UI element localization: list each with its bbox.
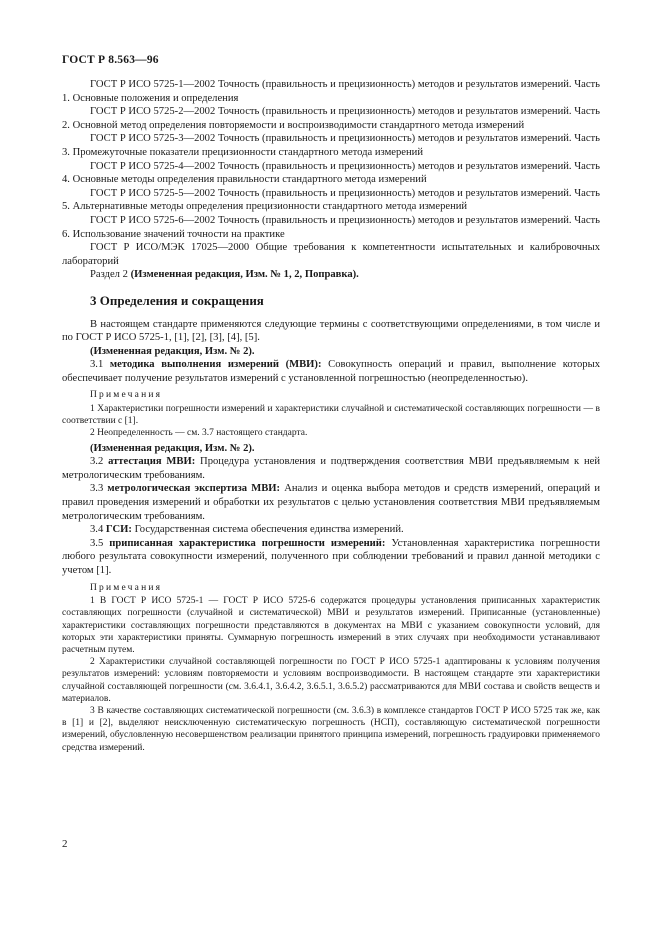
page-content — [62, 78, 600, 754]
note-item: 1 В ГОСТ Р ИСО 5725-1 — ГОСТ Р ИСО 5725-6 содержатся процедуры установления приписанных характеристик составляющих погрешности (случайной и систематической) МВИ и результатов измерений. Приписанные (установленные) характеристики составляющих погрешности представляются в документах на МВИ с указанием совокупности условий, для которых эти характеристики приняты. Суммарную погрешность измерений в этих случаях при необходимости устанавливают расчетным путем. — [62, 596, 600, 656]
amendment-text: (Измененная редакция, Изм. № 1, 2, Поправка). — [130, 269, 359, 281]
page-number: 2 — [62, 838, 68, 850]
definition-3-1 — [62, 358, 600, 385]
note-item: 2 Характеристики случайной составляющей погрешности по ГОСТ Р ИСО 5725-1 адаптированы к условиям получения результатов измерений: условиям повторяемости и условиям воспроизводимости. В настоящем стандарте эти характеристики случайной составляющей погрешности (см. 3.6.4.1, 3.6.4.2, 3.6.5.1, 3.6.5.2) рассматриваются для МВИ состава и свойств веществ и материалов. — [62, 657, 600, 704]
def-term: аттестация МВИ: — [108, 456, 196, 468]
notes-label: Примечания — [90, 390, 163, 401]
definition-3-2 — [62, 455, 600, 482]
definition-3-4 — [62, 523, 600, 537]
ref-item: ГОСТ Р ИСО 5725-2—2002 Точность (правильность и прецизионность) методов и результатов измерений. Часть 2. Основной метод определения повторяемости и воспроизводимости стандартного метода измерений — [62, 106, 600, 131]
notes-label: Примечания — [90, 582, 163, 593]
intro-paragraph: В настоящем стандарте применяются следующие термины с соответствующими определениями, в том числе и по ГОСТ Р ИСО 5725-1, [1], [2], [3], [4], [5]. — [62, 318, 600, 344]
def-term: приписанная характеристика погрешности измерений: — [109, 537, 386, 549]
ref-item: ГОСТ Р ИСО 5725-6—2002 Точность (правильность и прецизионность) методов и результатов измерений. Часть 6. Использование значений точности на практике — [62, 214, 600, 240]
amendment-note: (Измененная редакция, Изм. № 2). — [90, 345, 255, 357]
ref-item: ГОСТ Р ИСО/МЭК 17025—2000 Общие требования к компетентности испытательных и калибровочных лабораторий — [62, 242, 600, 267]
amendment-note: (Измененная редакция, Изм. № 2). — [90, 442, 255, 454]
def-text: Анализ и оценка выбора методов и средств измерений, операций и правил проведения измерений и обработки их результатов с целью установления соответствия МВИ предъявляемым метрологическим требованиям. — [62, 483, 600, 522]
def-term: ГСИ: — [105, 524, 132, 536]
def-text: Государственная система обеспечения единства измерений. — [131, 524, 404, 536]
definition-3-5 — [62, 537, 600, 578]
note-item: 3 В качестве составляющих систематической погрешности (см. 3.6.3) в комплексе стандартов ГОСТ Р ИСО 5725 так же, как в [1] и [2], выделяют неисключенную систематическую погрешность (НСП), составляющую систематической погрешности измерений, обусловленную несовершенством реализации принятого принципа измерений, погрешность градуировки применяемого средства измерений. — [62, 706, 600, 753]
def-number: 3.2 — [90, 456, 109, 468]
ref-item: ГОСТ Р ИСО 5725-3—2002 Точность (правильность и прецизионность) методов и результатов измерений. Часть 3. Промежуточные показатели прецизионности стандартного метода измерений — [62, 133, 600, 158]
def-number: 3.1 — [90, 359, 110, 371]
ref-item: ГОСТ Р ИСО 5725-5—2002 Точность (правильность и прецизионность) методов и результатов измерений. Часть 5. Альтернативные методы определения прецизионности стандартного метода измерений — [62, 187, 600, 213]
def-text: Установленная характеристика погрешности любого результата совокупности измерений, полученного при соблюдении требований и правил данной методики с учетом [1]. — [62, 537, 600, 577]
amendment-prefix: Раздел 2 — [90, 269, 131, 281]
section2-amendment — [62, 268, 600, 282]
section-title: 3 Определения и сокращения — [90, 292, 264, 308]
def-term: метрологическая экспертиза МВИ: — [107, 483, 281, 495]
definition-3-3 — [62, 482, 600, 523]
page-header: ГОСТ Р 8.563—96 — [62, 54, 159, 66]
def-number: 3.5 — [90, 537, 110, 549]
def-number: 3.3 — [90, 483, 108, 495]
def-number: 3.4 — [90, 524, 106, 536]
ref-item: ГОСТ Р ИСО 5725-1—2002 Точность (правильность и прецизионность) методов и результатов измерений. Часть 1. Основные положения и определения — [62, 79, 600, 104]
ref-item: ГОСТ Р ИСО 5725-4—2002 Точность (правильность и прецизионность) методов и результатов измерений. Часть 4. Основные методы определения правильности стандартного метода измерений — [62, 160, 600, 186]
def-text: Совокупность операций и правил, выполнение которых обеспечивает получение результатов измерений с установленной погрешностью (неопределенностью). — [62, 359, 600, 384]
note-item: 2 Неопределенность — см. 3.7 настоящего стандарта. — [90, 428, 308, 439]
note-item: 1 Характеристики погрешности измерений и характеристики случайной и систематической составляющих погрешности — в соответствии с [1]. — [62, 404, 600, 427]
def-term: методика выполнения измерений (МВИ): — [109, 359, 322, 371]
def-text: Процедура установления и подтверждения соответствия МВИ предъявляемым к ней метрологическим требованиям. — [62, 456, 601, 481]
